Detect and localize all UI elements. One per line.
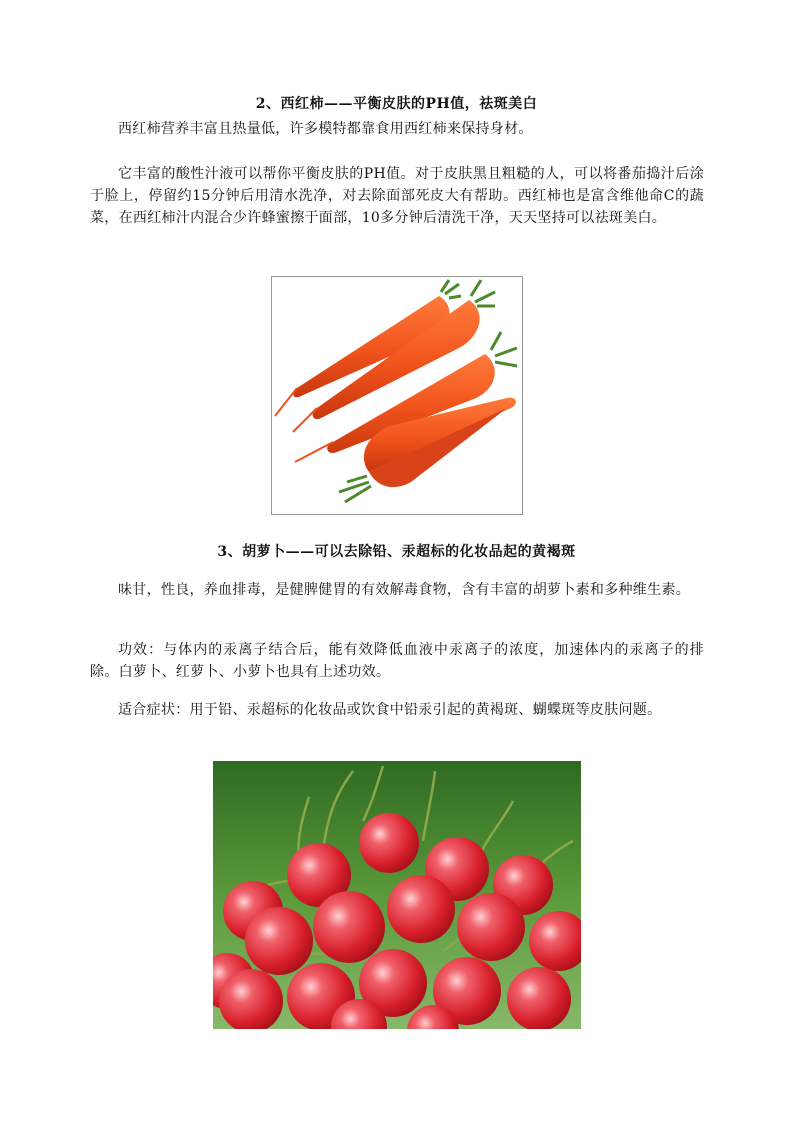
section-2-paragraph-2: 它丰富的酸性汁液可以帮你平衡皮肤的PH值。对于皮肤黑且粗糙的人，可以将番茄捣汁后涂于脸上，停留约15分钟后用清水洗净，对去除面部死皮大有帮助。西红柿也是富含维他命C的蔬菜，在西红柿汁内混合少许蜂蜜擦于面部，10多分钟后清洗干净，天天坚持可以祛斑美白。 <box>90 166 704 226</box>
section-2-paragraph-1: 西红柿营养丰富且热量低，许多模特都靠食用西红柿来保持身材。 <box>118 121 533 137</box>
section-3-paragraph-3: 适合症状：用于铅、汞超标的化妆品或饮食中铅汞引起的黄褐斑、蝴蝶斑等皮肤问题。 <box>118 702 662 718</box>
section-2-heading: 2、西红柿——平衡皮肤的PH值，祛斑美白 <box>255 96 538 112</box>
cherries-image <box>213 761 581 1029</box>
section-3-paragraph-1: 味甘，性良，养血排毒，是健脾健胃的有效解毒食物，含有丰富的胡萝卜素和多种维生素。 <box>118 582 690 598</box>
section-3-paragraph-2: 功效：与体内的汞离子结合后，能有效降低血液中汞离子的浓度，加速体内的汞离子的排除。白萝卜、红萝卜、小萝卜也具有上述功效。 <box>90 642 704 680</box>
carrots-image <box>271 276 523 515</box>
section-3-heading: 3、胡萝卜——可以去除铅、汞超标的化妆品起的黄褐斑 <box>217 544 576 560</box>
